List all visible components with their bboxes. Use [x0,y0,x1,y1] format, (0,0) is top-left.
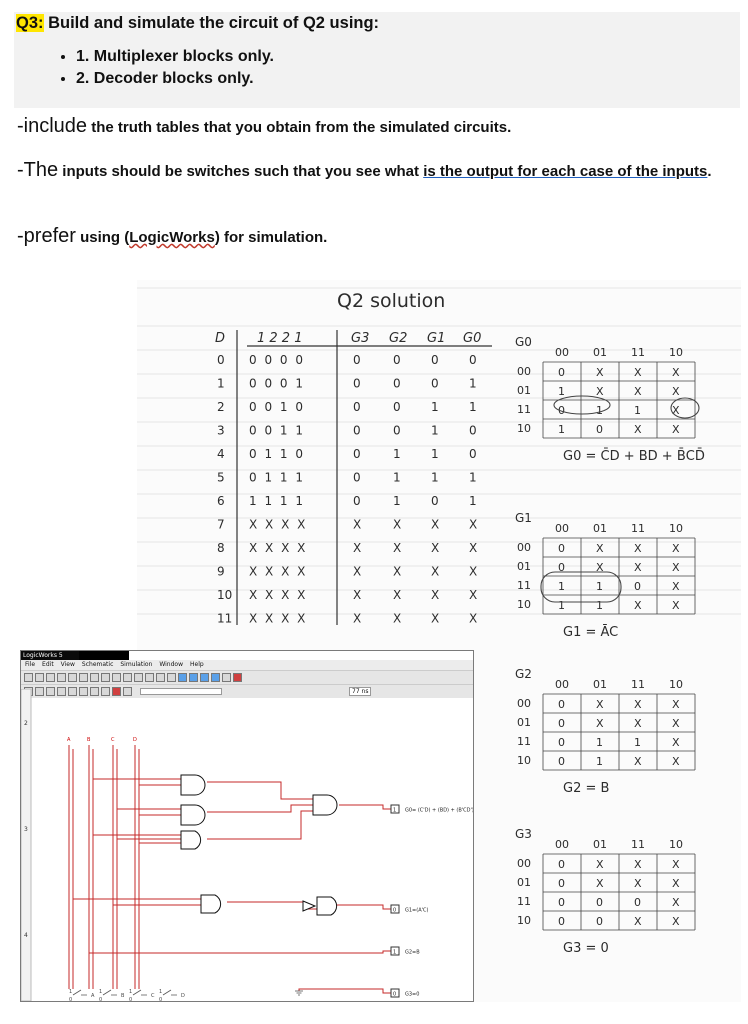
tt-row-g3: 0 [353,423,361,438]
kmap-cell: 0 [558,915,565,928]
tt-row-g2: 1 [393,470,401,485]
kmap-cell: X [596,717,604,730]
pointer-icon[interactable] [123,673,132,682]
kmap-cell: X [672,404,680,417]
switch-name-d: D [181,993,185,999]
input-label-d: D [133,737,137,743]
kmap-cell: X [672,896,680,909]
kmap-cell: 0 [634,580,641,593]
switch-off-label: 0 [99,997,103,1001]
plus-icon[interactable] [156,673,165,682]
para-end: ) for simulation. [214,229,328,246]
output-label-g0: G0= (C'D) + (BD) + (B'CD') [405,807,473,814]
and-gate[interactable] [201,895,221,913]
tt-row-index: 0 [217,353,225,367]
kmap-cell: X [596,366,604,379]
kmap-col-header: 00 [555,522,569,535]
input-label-b: B [87,737,91,743]
kmap-cell: X [596,858,604,871]
kmap-cell: X [634,599,642,612]
probe-g2: 1 [393,949,397,956]
kmap-equation: G0 = C̄D + BD + B̄CD̄ [563,449,705,464]
kmap-cell: X [672,542,680,555]
kmap-cell: X [634,698,642,711]
tt-row-inputs: 0 1 1 0 [249,447,305,461]
switch-c[interactable] [133,990,147,995]
question-text: Build and simulate the circuit of Q2 using: [43,14,380,32]
kmap-cell: 1 [596,580,603,593]
tt-row-index: 10 [217,588,233,602]
kmap-cell: 0 [558,736,565,749]
kmap-cell: X [634,877,642,890]
tt-row-g0: 1 [469,494,477,508]
tt-row-g1: X [431,564,440,579]
print-icon[interactable] [57,673,66,682]
tt-row-g0: 1 [469,470,477,485]
tt-row-g2: 0 [393,400,401,414]
lw-title-bar: LogicWorks 5 [21,651,81,660]
paste-icon[interactable] [90,673,99,682]
kmap-cell: 0 [596,896,603,909]
menu-view[interactable]: View [60,661,75,668]
tt-row-g1: X [431,588,440,602]
kmap-cell: X [596,698,604,711]
bus-icon[interactable] [178,673,187,682]
wires [69,745,391,993]
col-header-g2: G2 [389,331,408,346]
kmap-cell: X [634,915,642,928]
kmap-row-header: 00 [517,365,531,378]
kmap-cell: 0 [596,423,603,436]
kmap-col-header: 01 [593,522,607,535]
tt-row-g3: X [353,541,362,555]
tt-row-g1: 1 [431,400,439,414]
tt-row-g3: X [353,588,362,602]
tt-row-inputs: X X X X [249,564,308,579]
kmap-col-header: 11 [631,678,645,691]
tt-row-index: 9 [217,564,225,579]
save-icon[interactable] [46,673,55,682]
kmap-row-header: 01 [517,384,531,397]
tt-row-g0: X [469,564,478,579]
paragraph-include [17,114,511,140]
para-text: inputs should be switches such that you see what [58,163,424,180]
switch-on-label: 1 [69,989,73,995]
kmap-row-header: 10 [517,422,531,435]
kmap-cell: X [672,755,680,768]
tt-row-g2: 0 [393,376,401,391]
kmap-equation: G3 = 0 [563,941,609,956]
kmap-cell: 0 [558,542,565,555]
kmap-cell: 1 [596,755,603,768]
kmap-cell: X [634,366,642,379]
row-number: 2 [24,720,28,727]
kmap-cell: 1 [596,599,603,612]
kmap-label: G0 [515,335,532,349]
kmap-row-header: 10 [517,598,531,611]
tt-row-g2: 1 [393,447,401,461]
kmap-cell: 0 [558,404,565,417]
kmap-col-header: 01 [593,678,607,691]
tt-row-g3: 0 [353,353,361,367]
tt-row-g0: 1 [469,376,477,391]
kmap-label: G1 [515,511,532,525]
tt-row-g2: X [393,541,402,555]
tt-row-g3: X [353,564,362,579]
tt-row-inputs: 0 0 0 0 [249,353,305,367]
tt-row-g0: 1 [469,400,477,414]
kmap-cell: X [672,717,680,730]
para-end: . [707,163,712,180]
app-name: LogicWorks [129,229,215,246]
tt-row-g3: 0 [353,447,361,461]
kmap-cell: 1 [634,404,641,417]
tt-row-g2: 1 [393,494,401,508]
col-header-g3: G3 [351,331,370,346]
para-lead: -The [17,159,59,181]
row-number: 4 [24,932,28,939]
tt-row-index: 8 [217,541,225,555]
tt-row-index: 11 [217,611,233,626]
kmap-col-header: 11 [631,522,645,535]
tt-row-g3: 0 [353,376,361,391]
new-icon[interactable] [24,673,33,682]
tt-row-inputs: 1 1 1 1 [249,494,305,508]
kmap-col-header: 01 [593,346,607,359]
stop-icon[interactable] [233,673,242,682]
switch-name-c: C [151,993,155,999]
or-gate[interactable] [313,795,337,815]
menu-schematic[interactable]: Schematic [81,661,114,668]
tt-row-g1: 1 [431,423,439,438]
kmap-cell: X [672,561,680,574]
zoom-icon[interactable] [112,673,121,682]
tt-row-g1: X [431,541,440,555]
switch-on-label: 1 [99,989,103,995]
menu-simulation[interactable]: Simulation [120,661,153,668]
tt-row-g2: X [393,564,402,579]
kmap-cell: X [672,423,680,436]
lw-toolbar-1 [21,670,473,684]
cut-icon[interactable] [68,673,77,682]
tt-row-index: 4 [217,447,225,461]
kmap-cell: X [634,858,642,871]
tt-row-inputs: X X X X [249,588,308,602]
kmaps [515,335,705,956]
menu-window[interactable]: Window [159,661,184,668]
kmap-cell: 1 [596,404,603,417]
kmap-cell: X [596,385,604,398]
kmap-row-header: 00 [517,541,531,554]
input-label-c: C [111,737,115,743]
tt-row-g1: 0 [431,494,439,508]
option-item: • 2. Decoder blocks only. [76,68,274,90]
tt-row-index: 6 [217,494,225,508]
kmap-equation: G1 = ĀC [563,625,619,640]
tt-row-g1: 0 [431,353,439,367]
text-icon[interactable] [145,673,154,682]
output-label-g3: G3=0 [405,991,420,998]
question-title [16,14,379,33]
kmap-cell: X [672,858,680,871]
switch-off-label: 0 [129,997,133,1001]
kmap-cell: 0 [634,896,641,909]
para-lead: -prefer [17,225,76,247]
kmap-cell: X [672,915,680,928]
kmap-cell: 0 [558,877,565,890]
kmap-col-header: 10 [669,522,683,535]
tt-row-g0: X [469,541,478,555]
bus-icon[interactable] [211,673,220,682]
switch-a[interactable] [73,990,87,995]
kmap-label: G3 [515,827,532,841]
tt-row-index: 7 [217,517,225,532]
kmap-col-header: 10 [669,838,683,851]
kmap-cell: X [596,877,604,890]
kmap-row-header: 01 [517,876,531,889]
kmap-row-header: 11 [517,403,531,416]
menu-file[interactable]: File [25,661,36,668]
kmap-cell: 1 [558,385,565,398]
kmap-cell: 0 [558,561,565,574]
switch-name-a: A [91,993,95,999]
tt-row-g3: X [353,611,362,626]
tt-row-inputs: X X X X [249,541,308,555]
bus-icon[interactable] [189,673,198,682]
kmap-cell: 1 [596,736,603,749]
kmap-col-header: 00 [555,678,569,691]
kmap-cell: X [634,561,642,574]
kmap-cell: 0 [558,698,565,711]
option-item: • 1. Multiplexer blocks only. [76,46,274,68]
tt-row-g0: 0 [469,423,477,438]
switch-off-label: 0 [69,997,73,1001]
kmap-cell: X [672,580,680,593]
tt-row-g1: X [431,517,440,532]
col-header-g0: G0 [463,331,482,346]
kmap-label: G2 [515,667,532,681]
options-list [14,46,274,90]
tt-row-index: 2 [217,400,225,414]
kmap-row-header: 01 [517,716,531,729]
tt-row-g0: X [469,611,478,626]
truth-table-rows [217,353,477,626]
tt-row-g2: X [393,611,402,626]
kmap-cell: X [596,561,604,574]
para-lead: -include [17,115,88,137]
para-text: the truth tables that you obtain from the simulated circuits. [87,119,512,136]
underlined-text: is the output for each case of the inputs [423,163,708,180]
kmap-cell: X [634,755,642,768]
tt-row-g2: X [393,517,402,532]
menu-help[interactable]: Help [190,661,204,668]
tt-row-inputs: 0 1 1 1 [249,470,305,485]
tt-row-index: 3 [217,423,225,438]
tt-row-g0: X [469,517,478,532]
tt-row-g1: 0 [431,376,439,391]
switch-on-label: 1 [129,989,133,995]
probe-g3: 0 [393,991,397,998]
kmap-row-header: 11 [517,895,531,908]
kmap-cell: 0 [596,915,603,928]
time-display: 77 ns [349,687,371,696]
solution-title: Q2 solution [337,290,446,312]
tt-row-inputs: 0 0 0 1 [249,376,305,391]
col-header-g1: G1 [427,331,446,346]
lw-schematic-canvas[interactable] [21,689,473,1001]
probe-g1: 0 [393,907,397,914]
tt-row-inputs: X X X X [249,517,308,532]
kmap-col-header: 10 [669,678,683,691]
row-number: 3 [24,826,28,833]
and-gate[interactable] [181,831,201,849]
logicworks-window [20,650,474,1002]
tt-row-g3: 0 [353,470,361,485]
tt-row-g3: X [353,517,362,532]
kmap-cell: 1 [558,599,565,612]
kmap-equation: G2 = B [563,781,610,796]
cross-icon[interactable] [167,673,176,682]
tt-row-inputs: X X X X [249,611,308,626]
kmap-cell: X [672,599,680,612]
menu-edit[interactable]: Edit [42,661,54,668]
kmap-cell: X [634,423,642,436]
kmap-cell: X [672,877,680,890]
kmap-cell: X [634,385,642,398]
kmap-cell: 0 [558,896,565,909]
kmap-row-header: 00 [517,697,531,710]
switch-b[interactable] [103,990,117,995]
probe-g0: 1 [393,807,397,814]
kmap-cell: X [672,698,680,711]
kmap-col-header: 11 [631,346,645,359]
help-icon[interactable] [101,673,110,682]
switch-on-label: 1 [159,989,163,995]
lw-title-fill [79,651,129,660]
tt-row-g3: 0 [353,400,361,414]
tt-row-g2: X [393,588,402,602]
kmap-cell: 0 [558,858,565,871]
switch-d[interactable] [163,990,177,995]
open-icon[interactable] [35,673,44,682]
probe-icon[interactable] [222,673,231,682]
kmap-row-header: 11 [517,735,531,748]
tt-row-g1: 1 [431,447,439,461]
wire-icon[interactable] [134,673,143,682]
kmap-col-header: 11 [631,838,645,851]
tt-row-g1: X [431,611,440,626]
kmap-cell: X [672,366,680,379]
switch-name-b: B [121,993,125,999]
lw-menu-bar [21,660,473,670]
tt-row-index: 1 [217,376,225,391]
switch-off-label: 0 [159,997,163,1001]
tt-row-index: 5 [217,470,225,485]
input-label-a: A [67,737,71,743]
tt-row-g1: 1 [431,470,439,485]
tt-row-g3: 0 [353,494,361,508]
kmap-cell: 1 [634,736,641,749]
bus-icon[interactable] [200,673,209,682]
tt-row-g0: 0 [469,353,477,367]
kmap-cell: X [634,542,642,555]
kmap-col-header: 00 [555,838,569,851]
para-text: using ( [75,229,130,246]
kmap-row-header: 01 [517,560,531,573]
tt-row-inputs: 0 0 1 1 [249,423,305,438]
kmap-cell: 0 [558,366,565,379]
output-label-g1: G1=(A'C) [405,907,429,914]
kmap-cell: 0 [558,755,565,768]
kmap-cell: 1 [558,580,565,593]
kmap-row-header: 11 [517,579,531,592]
kmap-cell: X [596,542,604,555]
kmap-col-header: 01 [593,838,607,851]
kmap-col-header: 00 [555,346,569,359]
col-header-abcd: 1 2 2 1 [257,331,303,346]
kmap-row-header: 00 [517,857,531,870]
kmap-row-header: 10 [517,914,531,927]
kmap-cell: X [672,385,680,398]
kmap-cell: X [634,717,642,730]
tt-row-g0: X [469,588,478,602]
kmap-cell: X [672,736,680,749]
output-label-g2: G2=B [405,949,420,956]
copy-icon[interactable] [79,673,88,682]
tt-row-inputs: 0 0 1 0 [249,400,305,414]
question-tag: Q3: [16,14,44,32]
paragraph-prefer [17,224,327,250]
and-gate[interactable] [317,897,337,915]
kmap-cell: 1 [558,423,565,436]
col-header-d: D [215,331,226,346]
kmap-row-header: 10 [517,754,531,767]
kmap-col-header: 10 [669,346,683,359]
and-gate[interactable] [181,805,205,825]
tt-row-g0: 0 [469,447,477,461]
tt-row-g2: 0 [393,353,401,367]
and-gate[interactable] [181,775,205,795]
tt-row-g2: 0 [393,423,401,438]
paragraph-inputs [17,158,727,184]
kmap-cell: 0 [558,717,565,730]
